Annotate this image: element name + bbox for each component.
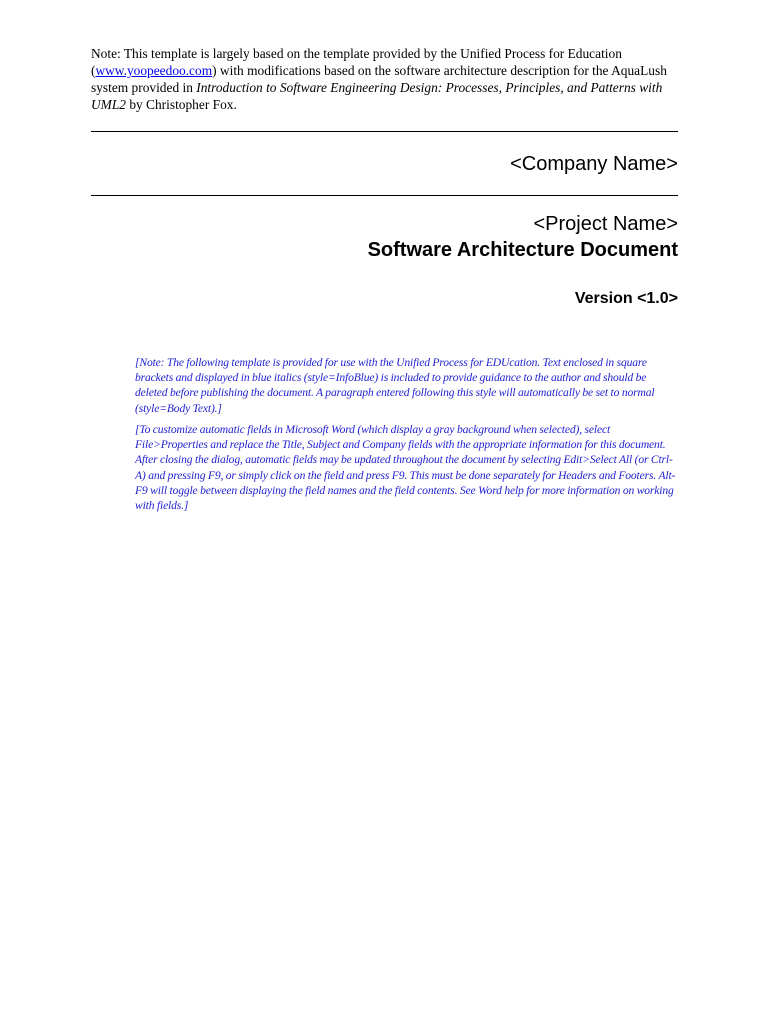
horizontal-rule-bottom xyxy=(91,195,678,196)
guidance-paragraph-2: [To customize automatic fields in Microsoft Word (which display a gray background when selected), select File>Properties and replace the Title, Subject and Company fields with the appropriate information for this document. After closing the dialog, automatic fields may be updated throughout the document by selecting Edit>Select All (or Ctrl-A) and pressing F9, or simply click on the field and press F9. This must be done separately for Headers and Footers. Alt-F9 will toggle between displaying the field names and the field contents. See Word help for more information on working with fields.] xyxy=(135,423,676,513)
note-middle: ) with modifications based on the software architecture description for the AquaLush system provided in xyxy=(91,63,667,95)
project-name: <Project Name> xyxy=(533,213,678,235)
book-title: Introduction to Software Engineering Design: Processes, Principles, and Patterns with UML2 xyxy=(91,80,663,112)
note-suffix: by Christopher Fox. xyxy=(125,97,237,112)
yoopeedoo-link[interactable]: www.yoopeedoo.com xyxy=(95,63,213,78)
document-title: Software Architecture Document xyxy=(367,239,678,261)
horizontal-rule-top xyxy=(91,131,678,132)
guidance-paragraph-1: [Note: The following template is provided for use with the Unified Process for EDUcation. Text enclosed in square brackets and displayed in blue italics (style=InfoBlue) is included to provide guidance to the author and should be deleted before publishing the document. A paragraph entered following this style will automatically be set to normal (style=Body Text).] xyxy=(135,356,655,415)
version-label: Version <1.0> xyxy=(574,290,678,307)
company-name: <Company Name> xyxy=(510,153,678,175)
template-note xyxy=(91,45,691,113)
note-prefix: Note: This template is largely based on the template provided by the Unified Process for Education ( xyxy=(91,46,622,78)
